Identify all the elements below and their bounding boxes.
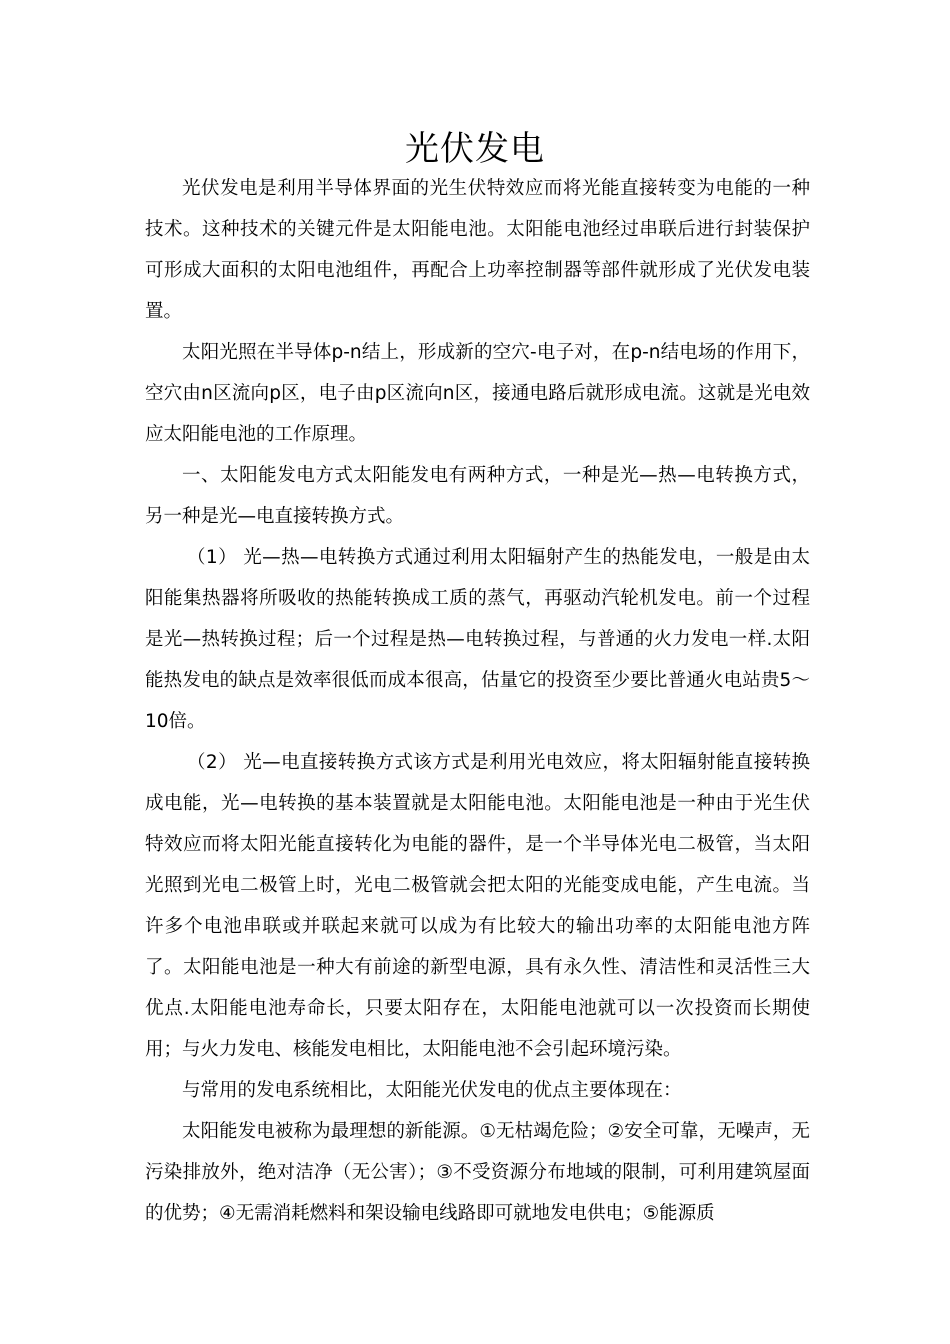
paragraph-principle: 太阳光照在半导体p-n结上，形成新的空穴-电子对，在p-n结电场的作用下，空穴由n区流向p区，电子由p区流向n区，接通电路后就形成电流。这就是光电效应太阳能电池的工作原理。 [145, 342, 810, 445]
paragraph-intro: 光伏发电是利用半导体界面的光生伏特效应而将光能直接转变为电能的一种技术。这种技术的关键元件是太阳能电池。太阳能电池经过串联后进行封装保护可形成大面积的太阳电池组件，再配合上功率控制器等部件就形成了光伏发电装置。 [145, 178, 810, 322]
paragraph-method-2: （2） 光—电直接转换方式该方式是利用光电效应，将太阳辐射能直接转换成电能，光—电转换的基本装置就是太阳能电池。太阳能电池是一种由于光生伏特效应而将太阳光能直接转化为电能的器件，是一个半导体光电二极管，当太阳光照到光电二极管上时，光电二极管就会把太阳的光能变成电能，产生电流。当许多个电池串联或并联起来就可以成为有比较大的输出功率的太阳能电池方阵了。太阳能电池是一种大有前途的新型电源，具有永久性、清洁性和灵活性三大优点.太阳能电池寿命长，只要太阳存在，太阳能电池就可以一次投资而长期使用；与火力发电、核能发电相比，太阳能电池不会引起环境污染。 [145, 752, 810, 1060]
paragraph-method-1: （1） 光—热—电转换方式通过利用太阳辐射产生的热能发电，一般是由太阳能集热器将所吸收的热能转换成工质的蒸气，再驱动汽轮机发电。前一个过程是光—热转换过程；后一个过程是热—电转换过程，与普通的火力发电一样.太阳能热发电的缺点是效率很低而成本很高，估量它的投资至少要比普通火电站贵5～10倍。 [145, 547, 810, 732]
paragraph-advantages-intro: 与常用的发电系统相比，太阳能光伏发电的优点主要体现在： [182, 1080, 682, 1101]
paragraph-advantages-list: 太阳能发电被称为最理想的新能源。①无枯竭危险；②安全可靠，无噪声，无污染排放外，绝对洁净（无公害）；③不受资源分布地域的限制，可利用建筑屋面的优势；④无需消耗燃料和架设输电线路即可就地发电供电；⑤能源质 [145, 1121, 810, 1224]
document-body [145, 168, 810, 1234]
paragraph-methods: 一、太阳能发电方式太阳能发电有两种方式，一种是光—热—电转换方式，另一种是光—电直接转换方式。 [145, 465, 810, 527]
page-title: 光伏发电 [405, 129, 545, 169]
